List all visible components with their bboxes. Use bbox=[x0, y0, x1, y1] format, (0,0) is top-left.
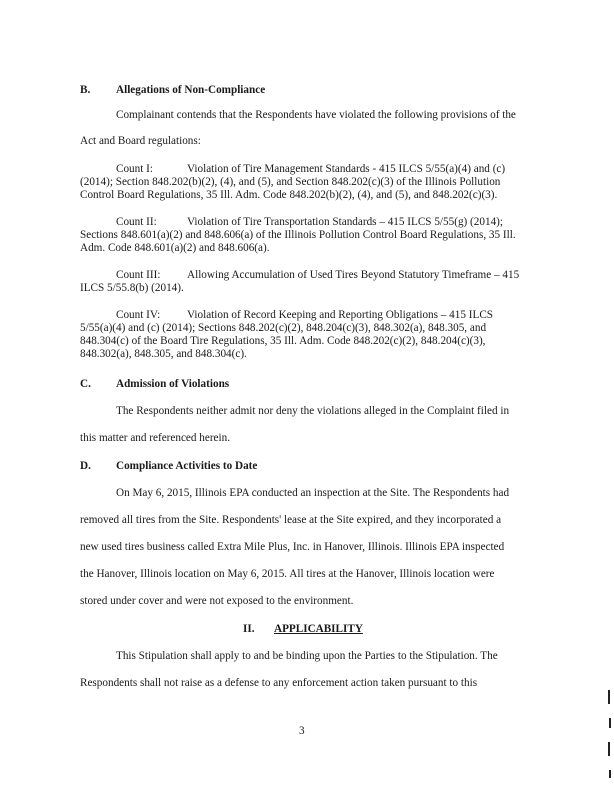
section-c-heading: Admission of Violations bbox=[116, 378, 230, 390]
section-d-line: removed all tires from the Site. Respondents' lease at the Site expired, and they incorporated a bbox=[80, 514, 502, 526]
count-text-line: Violation of Tire Management Standards - 415 ILCS 5/55(a)(4) and (c) bbox=[187, 163, 506, 175]
count-label: Count I: bbox=[116, 163, 153, 175]
scan-edge-mark bbox=[609, 718, 611, 728]
count-text-line: Violation of Tire Transportation Standards – 415 ILCS 5/55(g) (2014); bbox=[187, 216, 503, 228]
count-text-line: (2014); Section 848.202(b)(2), (4), and (5), and Section 848.202(c)(3) of the Illinois Pollution bbox=[80, 176, 501, 188]
section-c-letter: C. bbox=[80, 378, 91, 390]
section-ii-numeral: II. bbox=[243, 623, 255, 635]
count-label: Count II: bbox=[116, 216, 157, 228]
count-text-line: ILCS 5/55.8(b) (2014). bbox=[80, 282, 184, 294]
section-d-heading: Compliance Activities to Date bbox=[116, 460, 258, 472]
count-text-line: Control Board Regulations, 35 Ill. Adm. Code 848.202(b)(2), (4), and (5), and 848.202(c)(3). bbox=[80, 189, 498, 201]
section-d-line: the Hanover, Illinois location on May 6, 2015. All tires at the Hanover, Illinois location were bbox=[80, 568, 495, 580]
scan-edge-mark bbox=[609, 770, 611, 778]
section-d-line: new used tires business called Extra Mile Plus, Inc. in Hanover, Illinois. Illinois EPA inspected bbox=[80, 541, 505, 553]
count-text-line: 848.302(a), 848.305, and 848.304(c). bbox=[80, 348, 247, 360]
section-b-intro-line2: Act and Board regulations: bbox=[80, 135, 201, 147]
page-number: 3 bbox=[299, 725, 305, 737]
section-c-line1: The Respondents neither admit nor deny the violations alleged in the Complaint filed in bbox=[116, 405, 510, 417]
section-d-line: stored under cover and were not exposed to the environment. bbox=[80, 595, 354, 607]
count-text-line: 5/55(a)(4) and (c) (2014); Sections 848.202(c)(2), 848.204(c)(3), 848.302(a), 848.305, and bbox=[80, 322, 487, 334]
count-text-line: Adm. Code 848.601(a)(2) and 848.606(a). bbox=[80, 242, 270, 254]
count-label: Count III: bbox=[116, 269, 161, 281]
section-b-intro-line1: Complainant contends that the Respondents have violated the following provisions of the bbox=[116, 109, 516, 121]
count-text-line: Allowing Accumulation of Used Tires Beyond Statutory Timeframe – 415 bbox=[187, 269, 520, 281]
section-ii-heading: APPLICABILITY bbox=[274, 623, 363, 635]
section-c-line2: this matter and referenced herein. bbox=[80, 432, 231, 444]
scan-edge-mark bbox=[608, 742, 610, 756]
count-text-line: 848.304(c) of the Board Tire Regulations, 35 Ill. Adm. Code 848.202(c)(2), 848.204(c)(3), bbox=[80, 335, 486, 347]
count-text-line: Sections 848.601(a)(2) and 848.606(a) of the Illinois Pollution Control Board Regulations, 35 Ill. bbox=[80, 229, 516, 241]
count-label: Count IV: bbox=[116, 309, 161, 321]
section-ii-line1: This Stipulation shall apply to and be binding upon the Parties to the Stipulation. The bbox=[116, 650, 498, 662]
section-b-heading: Allegations of Non-Compliance bbox=[116, 84, 266, 96]
section-ii-line2: Respondents shall not raise as a defense to any enforcement action taken pursuant to this bbox=[80, 677, 478, 689]
count-text-line: Violation of Record Keeping and Reporting Obligations – 415 ILCS bbox=[187, 309, 494, 321]
section-d-line: On May 6, 2015, Illinois EPA conducted an inspection at the Site. The Respondents had bbox=[116, 487, 510, 499]
scan-edge-mark bbox=[608, 690, 610, 704]
section-b-letter: B. bbox=[80, 84, 91, 96]
section-d-letter: D. bbox=[80, 460, 91, 472]
